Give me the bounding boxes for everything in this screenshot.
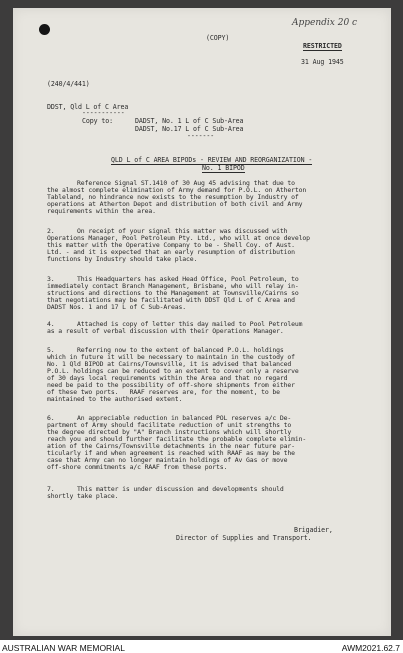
footer-accession-number: AWM2021.62.7 bbox=[341, 643, 400, 653]
classification: RESTRICTED bbox=[303, 42, 342, 50]
signature-title: Director of Supplies and Transport. bbox=[176, 534, 312, 542]
handwritten-note: Appendix 20 c bbox=[292, 18, 358, 28]
subject-line-1: QLD L of C AREA BIPODs - REVIEW AND REORGANIZATION - bbox=[111, 156, 313, 164]
copy-to-line-1: DADST, No. 1 L of C Sub-Area bbox=[135, 117, 244, 125]
signature-rank: Brigadier, bbox=[294, 526, 333, 534]
copy-to-line-2: DADST, No.17 L of C Sub-Area bbox=[135, 125, 244, 133]
reference-number: (240/4/441) bbox=[47, 80, 90, 88]
addressee: DDST, Qld L of C Area bbox=[47, 103, 129, 111]
addressee-underline: ----------- bbox=[82, 109, 125, 117]
paragraph-7: 7. This matter is under discussion and developments should shortly take place. bbox=[47, 485, 284, 500]
copy-to-label: Copy to: bbox=[82, 117, 113, 125]
paragraph-6: 6. An appreciable reduction in balanced POL reserves a/c De- partment of Army should facilitate reduction of unit strengths to the degree directed by "A" Branch instructions which will shortly reach you and should further facilitate the probable complete elimin- ation of the Cairns/Townsville detachments in the near future par- ticularly if and when agreement is reached with RAAF as may be the case that Army can no longer maintain holdings of Av Gas or move off-shore commitments a/c RAAF from these ports. bbox=[47, 414, 307, 471]
paragraph-3: 3. This Headquarters has asked Head Office, Pool Petroleum, to immediately contact Branch Management, Brisbane, who will relay in- structions and directions to the Management at Townsville/Cairns so that negotiations may be facilitated with DDST Qld L of C Area and DADST Nos. 1 and 17 L of C Sub-Areas. bbox=[47, 275, 299, 311]
paragraph-1: Reference Signal ST.1410 of 30 Aug 45 advising that due to the almost complete elimination of Army demand for P.O.L. on Atherton Tableland, no hindrance now exists to the resumption by Industry of operations at Atherton Depot and distribution of both civil and Army requirements within the area. bbox=[47, 179, 307, 215]
paragraph-2: 2. On receipt of your signal this matter was discussed with Operations Manager, Pool Petroleum Pty. Ltd., who will at once develop this matter with the Operative Company to be - Shell Coy. of Aust. Ltd. - and it is expected that an early resumption of distribution functions by Industry should take place. bbox=[47, 227, 310, 263]
subject-line-2: No. 1 BIPOD bbox=[202, 164, 245, 172]
document-date: 31 Aug 1945 bbox=[301, 58, 344, 66]
paragraph-4: 4. Attached is copy of letter this day mailed to Pool Petroleum as a result of verbal discussion with their Operations Manager. bbox=[47, 320, 303, 335]
copy-label: (COPY) bbox=[206, 34, 230, 42]
footer-institution: AUSTRALIAN WAR MEMORIAL bbox=[2, 643, 125, 653]
punch-hole bbox=[39, 24, 50, 35]
paragraph-5: 5. Referring now to the extent of balanced P.O.L. holdings which in future it will be necessary to maintain in the custody of No. 1 Qld BIPOD at Cairns/Townsville, it is advised that balanced P.O.L. holdings can be reduced to an extent to cover only a reserve of 30 days local requirements within the Area and that no regard need be paid to the possibility of off-shore shipments from either of these two ports. RAAF reserves are, for the moment, to be maintained to the authorised extent. bbox=[47, 346, 299, 403]
copy-to-dashes: ------- bbox=[187, 132, 215, 140]
archive-footer bbox=[0, 641, 403, 653]
